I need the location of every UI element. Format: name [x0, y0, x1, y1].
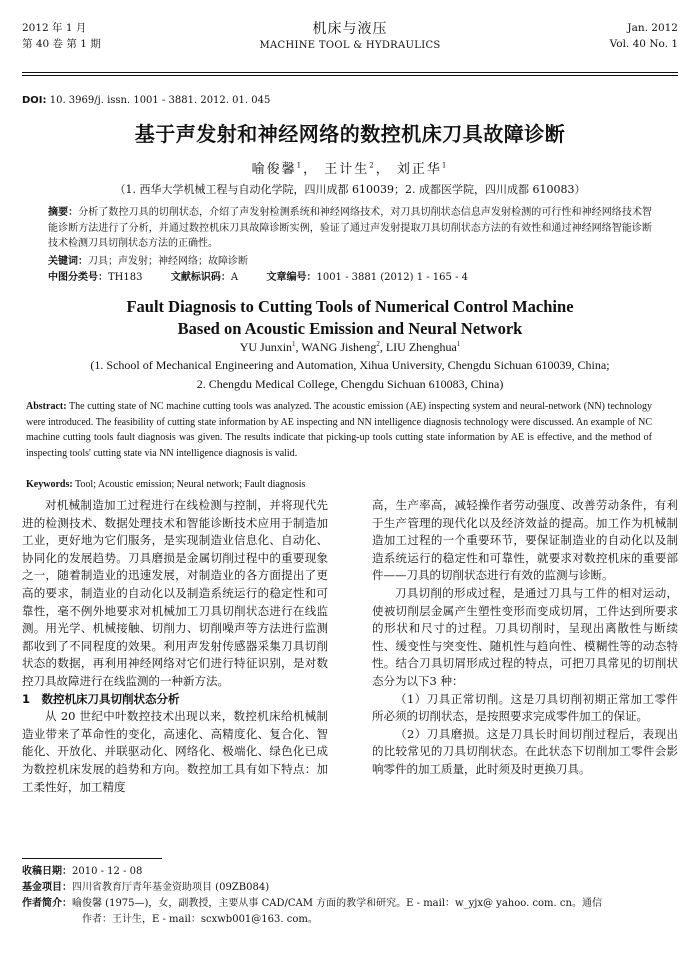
author-sup: 1: [296, 161, 304, 170]
clc-value: TH183: [108, 272, 143, 283]
article-number-value: 1001 - 3881 (2012) 1 - 165 - 4: [316, 272, 468, 283]
affiliation-en-line1: (1. School of Mechanical Engineering and Automation, Xihua University, Chengdu Sichuan 610039, China;: [90, 358, 610, 372]
doi-line: [22, 95, 270, 106]
footnote-fund: [22, 880, 678, 896]
corresponding-info: 作者：王计生，E - mail：scxwb001@163. com。: [82, 914, 318, 925]
keywords-label-en: Keywords:: [26, 479, 73, 490]
abstract-text-cn: 分析了数控刀具的切削状态，介绍了声发射检测系统和神经网络技术，对刀具切削状态信息声发射检测的可行性和神经网络技术智能诊断方法进行了分析，并通过数控机床刀具故障诊断实例，验证了通过声发射提取刀具切削状态方法的有效性和通过神经网络智能诊断技术检测刀具切削状态方法的正确性。: [48, 207, 653, 249]
author-name: LIU Zhenghua: [385, 340, 457, 354]
title-cn: 基于声发射和神经网络的数控机床刀具故障诊断: [134, 122, 566, 146]
affiliation-en: [0, 356, 700, 394]
author-separator: ,: [379, 340, 383, 354]
author-sup: 2: [369, 161, 376, 170]
classification-line: [48, 270, 652, 286]
keywords-label-cn: 关键词：: [48, 256, 88, 267]
author-name: 刘正华: [396, 162, 442, 177]
header-journal: [22, 20, 678, 54]
abstract-en: [26, 399, 652, 461]
body-paragraph: 高，生产率高，减轻操作者劳动强度、改善劳动条件，有利于生产管理的现代化以及经济效益的提高。加工作为机械制造加工过程的一个重要环节，要保证制造业的自动化以及制造系统运行的稳定性和可靠性，就要求对数控机床的重要部件——刀具的切削状态进行有效的监测与诊断。: [372, 498, 678, 583]
journal-name-cn: 机床与液压: [312, 21, 388, 37]
title-en: [0, 296, 700, 340]
doi-value: 10. 3969/j. issn. 1001 - 3881. 2012. 01. 045: [49, 95, 271, 106]
footnote-rule: [22, 858, 162, 859]
doi-label: DOI:: [22, 95, 47, 106]
author-name: YU Junxin: [239, 340, 293, 354]
author-info-value: 喻俊馨 (1975—)，女，副教授，主要从事 CAD/CAM 方面的教学和研究。E - mail：w_yjx@ yahoo. com. cn。通信: [72, 898, 602, 909]
body-paragraph: （2）刀具磨损。这是刀具长时间切削过程后，表现出的比较常见的刀具切削状态。在此状态下切削加工零件会影响零件的加工质量，此时须及时更换刀具。: [372, 726, 678, 776]
body-column-right: [372, 497, 678, 779]
author-name: 王计生: [324, 162, 370, 177]
abstract-cn: [48, 205, 652, 252]
footnote-corresponding: [82, 912, 678, 928]
body-paragraph: 刀具切削的形成过程，是通过刀具与工件的相对运动，使被切削层金属产生塑性变形而变成切屑，工件达到所要求的形状和尺寸的过程。刀具切削时，呈现出离散性与断续性、缓变性与突变性、随机性与趋向性、模糊性等的动态特性。结合刀具切屑形成过程的特点，可把刀具常见的切削状态分为以下3 种：: [372, 585, 678, 688]
running-header: [22, 20, 678, 60]
doccode-value: A: [230, 272, 239, 283]
author-name: 喻俊馨: [251, 162, 297, 177]
header-rule-thin: [22, 75, 678, 76]
title-en-line2: Based on Acoustic Emission and Neural Network: [177, 319, 523, 338]
fund-value: 四川省教育厅青年基金资助项目 (09ZB084): [72, 882, 270, 893]
abstract-label-en: Abstract:: [26, 401, 67, 412]
header-rule-thick: [22, 72, 678, 73]
article-number-label: 文章编号：: [266, 272, 317, 283]
keywords-en: [26, 477, 652, 493]
author-sup: 1: [456, 340, 461, 348]
body-paragraph: 从 20 世纪中叶数控技术出现以来，数控机床给机械制造业带来了革命性的变化，高速化、高精度化、复合化、智能化、开放化、并联驱动化、网络化、极端化、绿色化已成为数控机床发展的趋势和方向。数控加工具有如下特点：加工柔性好，加工精度: [22, 709, 328, 794]
header-volume-cn: 第 40 卷 第 1 期: [22, 38, 101, 50]
author-sup: 1: [441, 161, 449, 170]
header-right: [610, 20, 678, 52]
body-paragraph: （1）刀具正常切削。这是刀具切削初期正常加工零件所必须的切削状态，是按照要求完成零件加工的保证。: [372, 691, 678, 724]
author-separator: ，: [375, 162, 391, 177]
clc-label: 中图分类号：: [48, 272, 108, 283]
title-en-line1: Fault Diagnosis to Cutting Tools of Numerical Control Machine: [126, 297, 574, 316]
received-label: 收稿日期：: [22, 866, 72, 877]
author-info-label: 作者简介：: [22, 898, 72, 909]
footnote-received: [22, 864, 678, 880]
authors-cn: [0, 158, 700, 177]
body-paragraph: 对机械制造加工过程进行在线检测与控制，并将现代先进的检测技术、数据处理技术和智能诊断技术应用于制造加工业，更好地为它们服务，是实现制造业信息化、自动化、协同化的发展趋势。刀具磨损是金属切削过程中的重要现象之一，随着制造业的迅速发展，对制造业的各方面提出了更高的要求，制造业的自动化以及制造系统运行的稳定性和可靠性，毫不例外地要求对机械加工刀具切削状态进行在线监测。用光学、机械接触、切削力、切削噪声等方法进行监测都收到了不同程度的效果。利用声发射传感器采集刀具切削状态的数据，再利用神经网络对它们进行特征识别，是对数控刀具故障进行在线监测的一种新方法。: [22, 498, 328, 688]
keywords-text-cn: 刀具；声发射；神经网络；故障诊断: [88, 256, 248, 267]
section-heading: 1 数控机床刀具切削状态分析: [22, 691, 180, 706]
authors-en: [0, 340, 700, 355]
author-separator: ，: [303, 162, 319, 177]
keywords-text-en: Tool; Acoustic emission; Neural network; Fault diagnosis: [75, 479, 306, 490]
keywords-cn: [48, 254, 652, 270]
affiliation-cn: （1. 西华大学机械工程与自动化学院，四川成都 610039；2. 成都医学院，四川成都 610083）: [114, 183, 586, 196]
abstract-text-en: The cutting state of NC machine cutting tools was analyzed. The acoustic emission (AE) inspecting system and neural-network (NN) technology were introduced. The feasibility of cutting state information by AE inspecting and NN intelligence diagnosis technology were discussed. An example of NC machine cutting tools fault diagnosis was given. The results indicate that picking-up tools cutting state information by AE is effective, and the method of inspecting tools' cutting state via NN intelligence diagnosis is valid.: [26, 401, 652, 459]
author-name: WANG Jisheng: [301, 340, 377, 354]
header-volume-en: Vol. 40 No. 1: [609, 38, 678, 50]
author-separator: ,: [295, 340, 299, 354]
author-sup: 2: [376, 340, 380, 348]
footnote-author: [22, 896, 678, 912]
body-column-left: [22, 497, 328, 796]
abstract-label-cn: 摘要：: [48, 207, 79, 218]
header-date-cn: 2012 年 1 月: [22, 22, 87, 34]
journal-name-en: MACHINE TOOL & HYDRAULICS: [259, 40, 441, 51]
affiliation-en-line2: 2. Chengdu Medical College, Chengdu Sichuan 610083, China): [196, 377, 504, 391]
received-value: 2010 - 12 - 08: [72, 866, 143, 877]
header-date-en: Jan. 2012: [627, 22, 678, 34]
author-sup: 1: [292, 340, 296, 348]
doccode-label: 文献标识码：: [170, 272, 231, 283]
fund-label: 基金项目：: [22, 882, 72, 893]
